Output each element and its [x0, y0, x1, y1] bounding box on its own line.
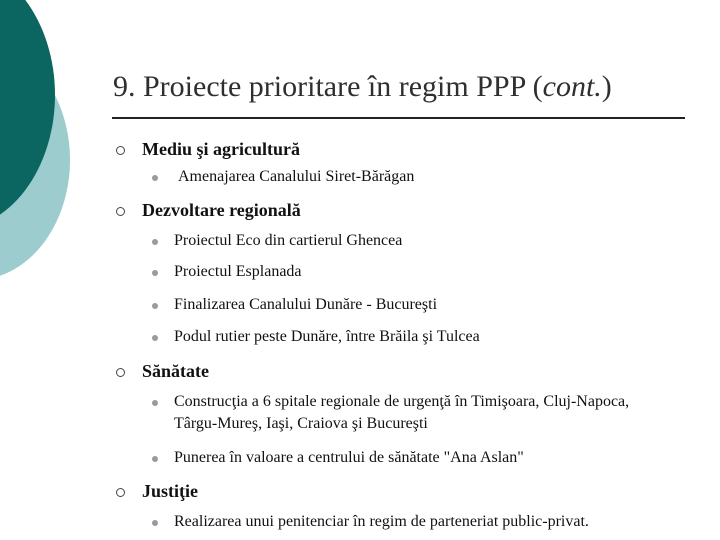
- dot-bullet-icon: [152, 456, 158, 462]
- section-label: Sănătate: [142, 361, 209, 381]
- hollow-circle-bullet-icon: [116, 368, 125, 377]
- dot-bullet-icon: [152, 239, 158, 245]
- list-item-text: Punerea în valoare a centrului de sănătate "Ana Aslan": [174, 449, 524, 466]
- list-item-text: Proiectul Eco din cartierul Ghencea: [174, 232, 403, 249]
- list-item-text: Proiectul Esplanada: [174, 263, 302, 280]
- list-item-text: Podul rutier peste Dunăre, între Brăila şi Tulcea: [174, 328, 480, 345]
- list-item-text: Construcţia a 6 spitale regionale de urgenţă în Timişoara, Cluj-Napoca, Târgu-Mureş, Iaşi, Craiova şi Bucureşti: [174, 393, 630, 432]
- title-end: ): [601, 70, 612, 103]
- hollow-circle-bullet-icon: [116, 488, 125, 497]
- title-italic: cont.: [542, 70, 602, 103]
- hollow-circle-bullet-icon: [116, 146, 125, 155]
- dot-bullet-icon: [152, 400, 158, 406]
- section-label: Mediu şi agricultură: [142, 139, 300, 159]
- dot-bullet-icon: [152, 175, 158, 181]
- list-item-text: Amenajarea Canalului Siret-Bărăgan: [178, 168, 415, 185]
- dot-bullet-icon: [152, 520, 158, 526]
- dot-bullet-icon: [152, 335, 158, 341]
- title-main: 9. Proiecte prioritare în regim PPP (: [113, 70, 543, 103]
- section-label: Justiţie: [142, 481, 198, 501]
- dot-bullet-icon: [152, 270, 158, 276]
- dot-bullet-icon: [152, 303, 158, 309]
- section-label: Dezvoltare regională: [142, 200, 301, 220]
- list-item-text: Realizarea unui penitenciar în regim de parteneriat public-privat.: [174, 513, 589, 530]
- list-item-text: Finalizarea Canalului Dunăre - Bucureşti: [174, 296, 438, 313]
- hollow-circle-bullet-icon: [116, 207, 125, 216]
